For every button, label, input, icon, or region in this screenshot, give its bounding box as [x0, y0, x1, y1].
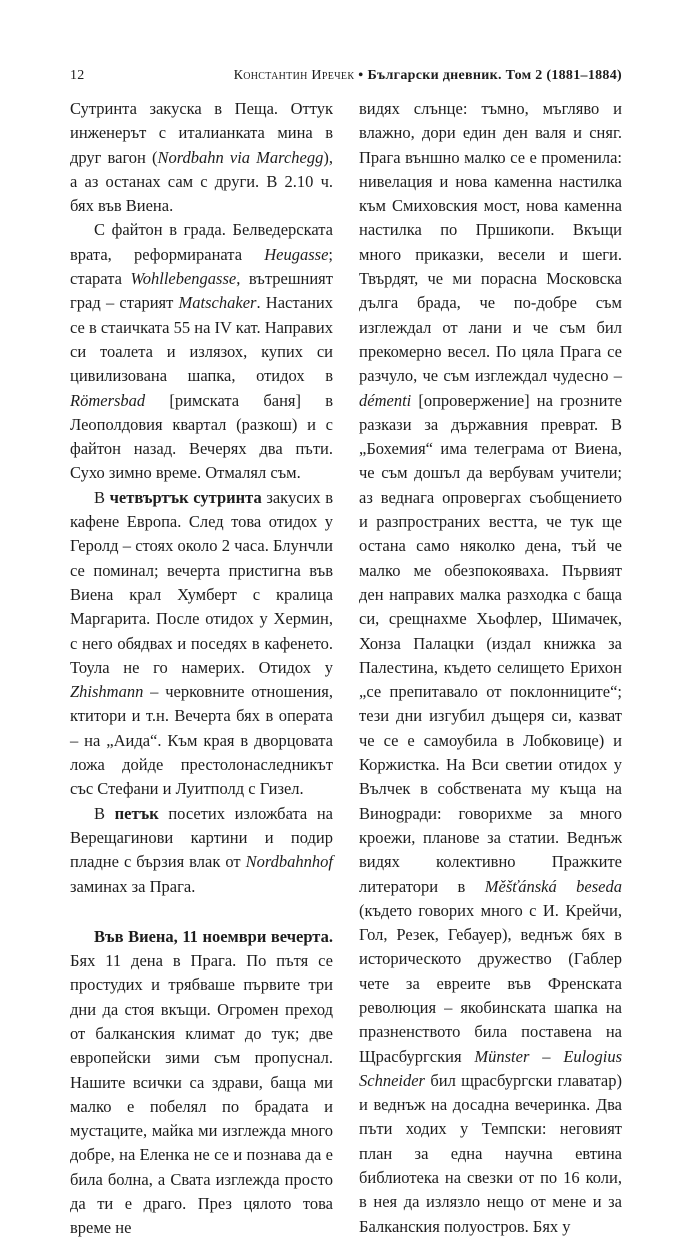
paragraph: Сутринта закуска в Пеща. Оттук инженерът с италианката мина в друг вагон (Nordbahn via Marchegg), а аз останах сам с други. В 2.10 ч. бях във Виена. [70, 99, 333, 216]
dated-entry: Във Виена, 11 ноември вечерта. Бях 11 дена в Прага. По пътя се простудих и трябваше първите три дни да стоя вкъщи. Огромен преход от балканския климат до тук; две европейски зими съм пропуснал. Нашите всички са здрави, баща ми малко е побелял по брадата и мустаците, майка ми изглежда много добре, на Еленка не се и познава да е била болна, а Свата изглежда просто да ти е драго. През цялото това време не [70, 926, 333, 1238]
text-columns [70, 97, 622, 1241]
page-number: 12 [70, 68, 85, 83]
book-title: Български дневник. Том 2 (1881–1884) [367, 68, 622, 83]
paragraph: видях слънце: тъмно, мъгляво и влажно, дори един ден валя и сняг. Прага външно малко се е променила: нивелация и нова каменна настилка към Смиховския мост, нова каменна настилка по Пршикопи. Вкъщи много приказки, весели и шеги. Твърдят, че ми порасна Московска дълга брада, че по-добре съм изглеждал от лани и че съм бил прекомерно весел. По цяла Прага се разчуло, че съм изглеждал чудесно – démenti [опровержение] на грозните разкази за държавния преврат. В „Бохемия“ има телеграма от Виена, че съм дошъл да вербувам учители; аз веднага опровергах съобщението и разпространих вестта, че тук ще остана само няколко дена, тъй че малко ме обезпокояваха. Първият ден направих малка разходка с баща си, срещнахме Хьофлер, Шимачек, Хонза Палацки (издал книжка за Палестина, където селището Ерихон „се препитавало от поклонниците“; тези дни изгубил дъщеря си, казват че се е самоубила в Лобковице) и Коржистка. На Вси светии отидох у Вълчек в собствената му къща на Винogради: говорихме за много кроежи, планове за статии. Веднъж видях колективно Пражките литератори в Měšťánská beseda (където говорих много с И. Крейчи, Гол, Резек, Гебауер), веднъж бях в историческото дружество (Габлер чете за евреите във Френската революция – якобинската шапка на празненството била поставена на Щрасбургския Münster – Eulogius Schneider бил щрасбургски главатар) и веднъж на досадна вечеринка. Два пъти ходих у Темпски: неговият план за една научна евтина библиотека на свезки от по 16 коли, в нея да излязло нещо от мене и за Балканския полуостров. Бях у [359, 99, 622, 1236]
header-bullet: • [358, 68, 364, 83]
running-head [234, 66, 622, 86]
left-column [70, 97, 333, 1241]
page-header [70, 66, 622, 88]
entry-dateline: Във Виена, 11 ноември вечерта. [94, 926, 333, 946]
paragraph: С файтон в града. Белведерската врата, реформираната Heugasse; старата Wohllebengasse, вътрешният град – старият Matschaker. Настаних се в стаичката 55 на IV кат. Направих си тоалета и излязох, купих си цивилизована шапка, отидох в Römersbad [римската баня] в Леополдовия квартал (разкош) и с файтон назад. Вечерях два пъти. Сухо зимно време. Отмалял съм. [70, 220, 333, 483]
author-name: Константин Иречек [233, 68, 355, 83]
paragraph: В петък посетих изложбата на Верещагинови картини и подир пладне с бързия влак от Nordbahnhof заминах за Прага. [70, 803, 333, 896]
paragraph: В четвъртък сутринта закусих в кафене Европа. След това отидох у Геролд – стоях около 2 часа. Блунчли се поминал; вечерта пристигна във Виена крал Хумберт с кралица Маргарита. После отидох у Хермин, с него обядвах и поседях в кафенето. Тоула не го намерих. Отидох у Zhishmann – черковните отношения, ктитори и т.н. Вечерта бях в операта – на „Аида“. Към края в дворцовата ложа дойде престолонаследникът със Стефани и Луитполд с Гизел. [70, 487, 333, 799]
right-column [359, 97, 622, 1241]
